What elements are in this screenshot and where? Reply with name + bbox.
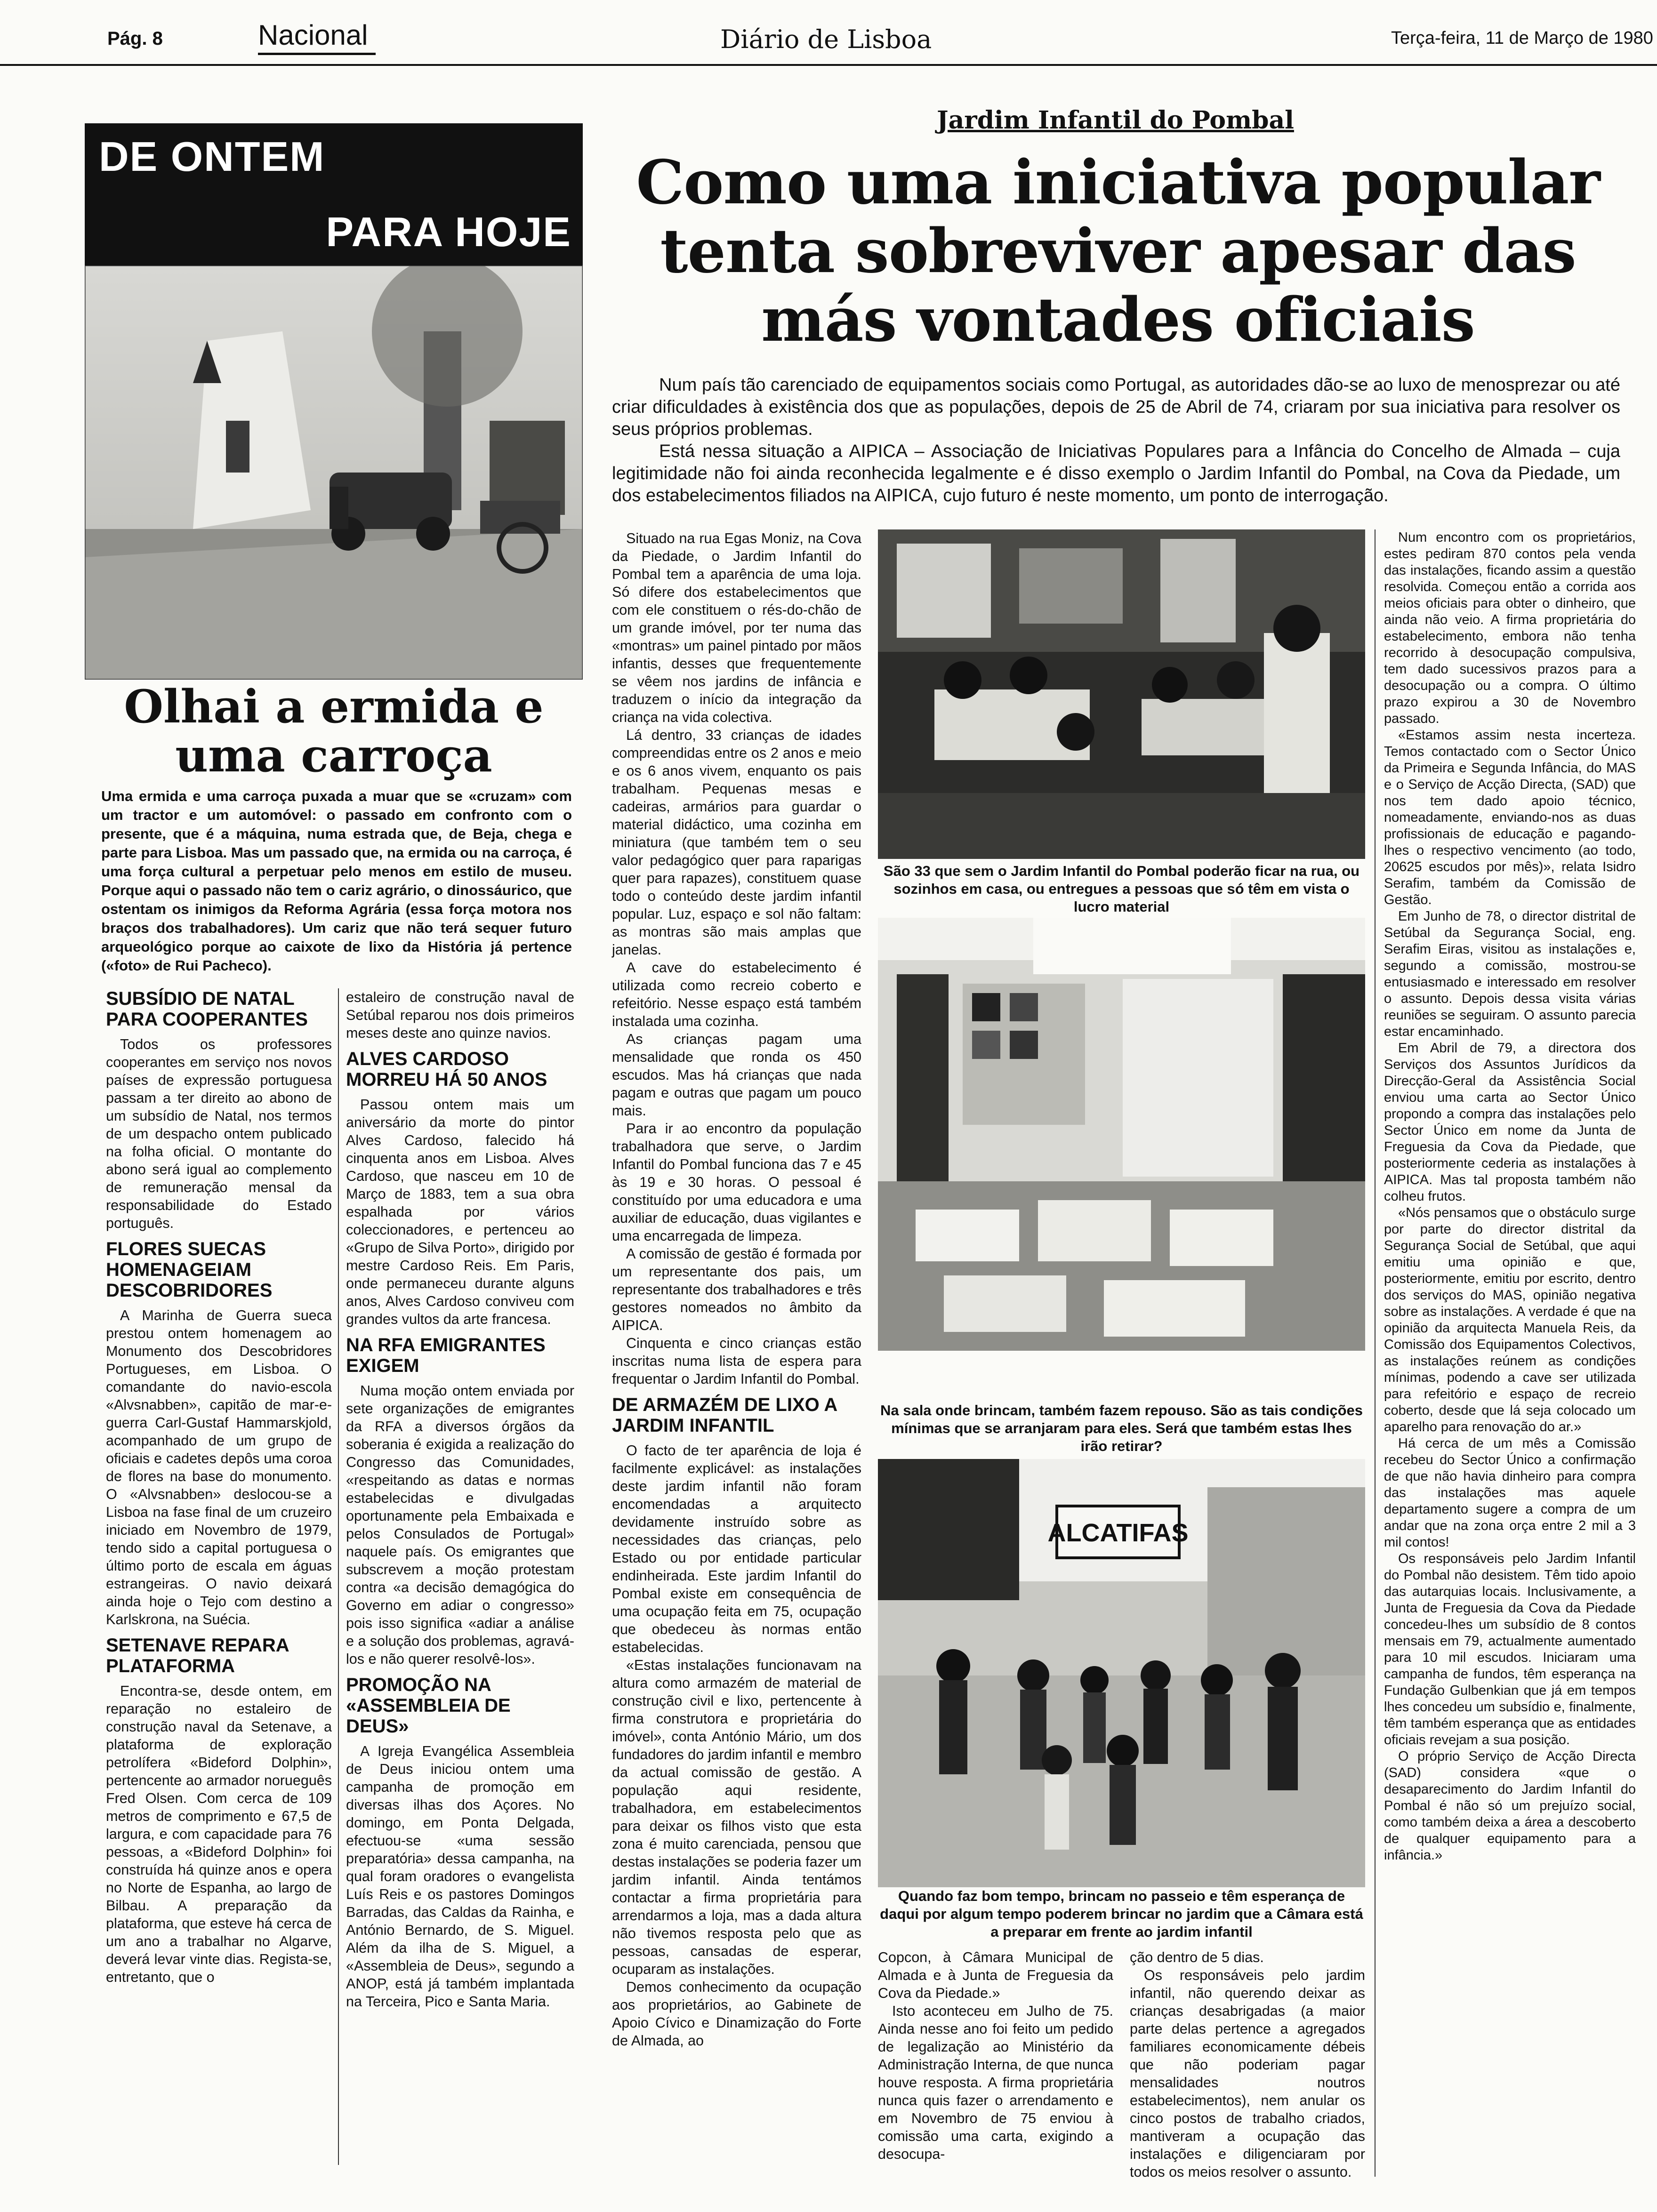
masthead bbox=[0, 0, 1657, 66]
issue-date: Terça-feira, 11 de Março de 1980 bbox=[1391, 28, 1653, 48]
paragraph: Isto aconteceu em Julho de 75. Ainda nesse ano foi feito um pedido de legalização ao Ministério da Administração Interna, de que nunca houve resposta. A firma proprietária nunca quis fazer o arrendamento e em Novembro de 75 enviou à comissão uma carta, exigindo a desocupa- bbox=[878, 2003, 1113, 2162]
paragraph: «Estas instalações funcionavam na altura como armazém de material de construção civil e lixo, pertencente à firma construtora e proprietária do imóvel», conta António Mário, um dos fundadores do jardim infantil e membro da actual comissão de gestão. A população aqui residente, trabalhadora, em estabelecimentos para deixar os filhos visto que esta zona é muito carenciada, pensou que destas instalações se poderia fazer um jardim infantil. Ainda tentámos contactar a firma proprietária para arrendarmos a loja, mas a dada altura não tivemos resposta pelo que as pessoas, cansadas de esperar, ocuparam as instalações. bbox=[612, 1657, 861, 1977]
sidebar-column-1 bbox=[106, 988, 332, 1986]
text-setenave-cont: estaleiro de construção naval de Setúbal reparou nos dois primeiros meses deste ano quinze navios. bbox=[346, 989, 574, 1041]
article-intro bbox=[612, 374, 1620, 507]
paragraph: A cave do estabelecimento é utilizada como recreio coberto e refeitório. Nesse espaço está também instalada uma cozinha. bbox=[612, 960, 861, 1029]
photo-children-sidewalk bbox=[878, 1459, 1365, 1887]
banner-line-2: PARA HOJE bbox=[326, 208, 571, 255]
paragraph: Copcon, à Câmara Municipal de Almada e à Junta de Freguesia da Cova da Piedade.» bbox=[878, 1949, 1113, 2001]
article-column-b1 bbox=[878, 1948, 1113, 2163]
headline-assembleia: PROMOÇÃO NA «ASSEMBLEIA DE DEUS» bbox=[346, 1675, 511, 1737]
paragraph: Para ir ao encontro da população trabalhadora que serve, o Jardim Infantil do Pombal funciona das 7 e 45 às 19 e 30 horas. O pessoal é constituído por uma educadora e uma auxiliar de educação, duas vigilantes e uma encarregada de limpeza. bbox=[612, 1121, 861, 1244]
photo-classroom-tables bbox=[878, 529, 1365, 859]
article-column-a bbox=[612, 529, 861, 2050]
column-rule bbox=[338, 988, 339, 2165]
paragraph: Situado na rua Egas Moniz, na Cova da Piedade, o Jardim Infantil do Pombal tem a aparência de uma loja. Só difere dos estabelecimentos que com ele constituem o rés-do-chão de um grande imóvel, por ter numa das «montras» um painel pintado por mãos infantis, desses que frequentemente se vêem nos jardins de infância e traduzem o início da integração da criança na vida colectiva. bbox=[612, 530, 861, 725]
article-headline: Como uma iniciativa popular tenta sobreviver apesar das más vontades oficiais bbox=[636, 147, 1600, 355]
headline-flores: FLORES SUECAS HOMENAGEIAM DESCOBRIDORES bbox=[106, 1239, 273, 1301]
text-rfa: Numa moção ontem enviada por sete organizações de emigrantes da RFA a diversos órgãos da soberania é exigida a realização do Congresso das Comunidades, «respeitando as datas e normas estabelecidas e divulgadas oportunamente pela Embaixada e pelos Consulados de Portugal» naquele país. Os emigrantes que subscrevem a moção protestam contra «a decisão demagógica do Governo em adiar o congresso» pois isso significa «adiar a análise e a solução dos problemas, agravá-los e não querer resolvê-los». bbox=[346, 1383, 574, 1667]
paragraph: ção dentro de 5 dias. bbox=[1130, 1949, 1264, 1965]
paragraph: «Nós pensamos que o obstáculo surge por parte do director distrital da Segurança Social de Setúbal, que aqui emitiu uma opinião e que, posteriormente, emitiu por escrito, dentro dos serviços do MAS, opinião negativa sobre as instalações. A verdade é que na opinião da arquitecta Manuela Reis, da Comissão dos Equipamentos Colectivos, as instalações reúnem as condições mínimas, podendo a cave ser utilizada para refeitório e espaço de recreio coberto, desde que lá seja colocado um aparelho para renovação do ar.» bbox=[1384, 1205, 1636, 1435]
photo-caption-2: Na sala onde brincam, também fazem repouso. São as tais condições mínimas que se arranjaram para eles. Será que também estas lhes irão retirar? bbox=[880, 1402, 1363, 1454]
sidebar-banner bbox=[85, 123, 583, 265]
headline-alves-cardoso: ALVES CARDOSO MORREU HÁ 50 ANOS bbox=[346, 1049, 547, 1090]
shop-sign-text: ALCATIFAS bbox=[1047, 1519, 1189, 1547]
headline-setenave: SETENAVE REPARA PLATAFORMA bbox=[106, 1635, 289, 1676]
paragraph: Em Abril de 79, a directora dos Serviços dos Assuntos Jurídicos da Direcção-Geral da Assistência Social enviou uma carta ao Sector Único propondo a compra das instalações pelo Sector Único em nome da Junta de Freguesia da Cova da Piedade, que posteriormente cederia as instalações à AIPICA. Mas tal proposta também não colheu frutos. bbox=[1384, 1041, 1636, 1204]
paragraph: Cinquenta e cinco crianças estão inscritas numa lista de espera para frequentar o Jardim Infantil do Pombal. bbox=[612, 1335, 861, 1387]
text-setenave: Encontra-se, desde ontem, em reparação no estaleiro de construção naval da Setenave, a plataforma de exploração petrolífera «Bideford Dolphin», pertencente ao armador norueguês Fred Olsen. Com cerca de 109 metros de comprimento e 67,5 de largura, e com capacidade para 76 pessoas, a «Bideford Dolphin» foi construída há quinze anos e opera no Norte de Espanha, ao largo de Bilbau. A preparação da plataforma, que esteve há cerca de um ano a trabalhar no Algarve, deverá levar vinte dias. Regista-se, entretanto, que o bbox=[106, 1683, 332, 1985]
paragraph: Lá dentro, 33 crianças de idades compreendidas entre os 2 anos e meio e os 6 anos vivem, enquanto os pais trabalham. Pequenas mesas e cadeiras, armários para guardar o material didáctico, uma cozinha em miniatura (que também tem o seu valor pedagógico quer para raparigas quer para rapazes), constituem quase todo o conteúdo deste jardim infantil popular. Luz, espaço e sol não faltam: as montras são mais amplas que janelas. bbox=[612, 727, 861, 958]
headline-subsidio: SUBSÍDIO DE NATAL PARA COOPERANTES bbox=[106, 988, 308, 1030]
section-name: Nacional bbox=[258, 19, 368, 51]
banner-line-1: DE ONTEM bbox=[99, 133, 325, 180]
sidebar-column-2 bbox=[346, 988, 574, 2011]
paragraph: Num encontro com os proprietários, estes pediram 870 contos pela venda das instalações, ficando assim a questão resolvida. Começou então a corrida aos meios oficiais para obter o dinheiro, que ainda não veio. A firma proprietária do estabelecimento, embora não tenha recorrido à desocupação compulsiva, tem dado sucessivos prazos para a desocupação ou a compra. O último prazo expirou a 30 de Novembro passado. bbox=[1384, 530, 1636, 726]
text-assembleia: A Igreja Evangélica Assembleia de Deus iniciou ontem uma campanha de promoção em diversas ilhas dos Açores. No domingo, em Ponta Delgada, efectuou-se «uma sessão preparatória» dessa campanha, na qual foram oradores o evangelista Luís Reis e os pastores Domingos Barradas, das Caldas da Rainha, e António Bernardo, de S. Miguel. Além da ilha de S. Miguel, a «Assembleia de Deus», segundo a ANOP, está já também implantada na Terceira, Pico e Santa Maria. bbox=[346, 1743, 574, 2010]
article-kicker: Jardim Infantil do Pombal bbox=[937, 106, 1294, 135]
paragraph: Os responsáveis pelo jardim infantil, não querendo deixar as crianças desabrigadas (a maior parte delas pertence a agregados familiares economicamente débeis que não poderiam pagar mensalidades noutros estabelecimentos), nem anular os cinco postos de trabalho criados, mantiveram a ocupação das instalações e diligenciaram por todos os meios resolver o assunto. bbox=[1130, 1967, 1365, 2180]
article-column-b2 bbox=[1130, 1948, 1365, 2181]
page-number: Pág. 8 bbox=[107, 28, 163, 49]
paragraph: «Estamos assim nesta incerteza. Temos contactado com o Sector Único da Primeira e Segunda Infância, do MAS e o Serviço de Acção Directa, (SAD) que nos tem dado apoio técnico, nomeadamente, enviando-nos as duas profissionais de educação e pagando-lhes o respectivo vencimento (ao todo, 20625 escudos por mês)», relata Isidro Serafim, também da Comissão de Gestão. bbox=[1384, 728, 1636, 907]
newspaper-name: Diário de Lisboa bbox=[720, 24, 932, 54]
text-alves-cardoso: Passou ontem mais um aniversário da morte do pintor Alves Cardoso, falecido há cinquenta anos em Lisboa. Alves Cardoso, que nasceu em 10 de Março de 1883, tem a sua obra espalhada por vários coleccionadores, e pertenceu ao «Grupo de Silva Porto», dirigido por mestre Cardoso Reis. Em Paris, onde permaneceu durante alguns anos, Alves Cardoso conviveu com grandes vultos da arte francesa. bbox=[346, 1097, 574, 1327]
text-flores: A Marinha de Guerra sueca prestou ontem homenagem ao Monumento dos Descobridores Portugueses, em Lisboa. O comandante do navio-escola «Alvsnabben», capitão de mar-e-guerra Carl-Gustaf Hammarskjold, acompanhado de um grupo de oficiais e cadetes depôs uma coroa de flores na base do monumento. O «Alvsnabben» deslocou-se a Lisboa na fase final de um cruzeiro iniciado em Novembro de 1979, tendo sido a capital portuguesa o último porto de escala em águas estrangeiras. O navio deixará ainda hoje o Tejo com destino a Karlskrona, na Suécia. bbox=[106, 1307, 332, 1627]
paragraph: Os responsáveis pelo Jardim Infantil do Pombal não desistem. Têm tido apoio das autarquias locais. Inclusivamente, a Junta de Freguesia da Cova da Piedade concedeu-lhes um subsídio de 8 contos mensais em 79, actualmente aumentado para 10 mil escudos. Iniciaram uma campanha de fundos, têm esperança na Fundação Gulbenkian que já em tempos lhes concedeu um subsídio e, finalmente, têm também esperança que as entidades oficiais revejam a sua posição. bbox=[1384, 1551, 1636, 1747]
paragraph: Demos conhecimento da ocupação aos proprietários, ao Gabinete de Apoio Cívico e Dinamização do Forte de Almada, ao bbox=[612, 1979, 861, 2049]
photo-caption-3: Quando faz bom tempo, brincam no passeio e têm esperança de daqui por algum tempo poderem brincar no jardim que a Câmara está a preparar em frente ao jardim infantil bbox=[880, 1888, 1363, 1940]
sidebar-photo-title: Olhai a ermida e uma carroça bbox=[124, 680, 544, 782]
intro-paragraph-2: Está nessa situação a AIPICA – Associação de Iniciativas Populares para a Infância do Concelho de Almada – cuja legitimidade não foi ainda reconhecida legalmente e é disso exemplo o Jardim Infantil do Pombal, na Cova da Piedade, um dos estabelecimentos filiados na AIPICA, cujo futuro é neste momento, um ponto de interrogação. bbox=[612, 441, 1620, 505]
photo-sleeping-room bbox=[878, 918, 1365, 1351]
paragraph: A comissão de gestão é formada por um representante dos pais, um representante dos trabalhadores e três gestores nomeados no âmbito da AIPICA. bbox=[612, 1246, 861, 1333]
subheading-armazem: DE ARMAZÉM DE LIXO A JARDIM INFANTIL bbox=[612, 1395, 837, 1436]
section-underline bbox=[258, 53, 376, 55]
paragraph: As crianças pagam uma mensalidade que ronda os 450 escudos. Mas há crianças que nada pagam e outras que pagam um pouco mais. bbox=[612, 1031, 861, 1119]
paragraph: O próprio Serviço de Acção Directa (SAD) considera «que o desaparecimento do Jardim Infantil do Pombal é não só um prejuízo social, como também deixa a área a descoberto de qualquer equipamento para a infância.» bbox=[1384, 1749, 1636, 1863]
paragraph: O facto de ter aparência de loja é facilmente explicável: as instalações deste jardim infantil não foram encomendadas a arquitecto devidamente instruído sobre as necessidades das crianças, pelo Estado ou por entidade particular endinheirada. Este jardim Infantil do Pombal existe em consequência de uma ocupação feita em 75, ocupação que obedeceu às normas então estabelecidas. bbox=[612, 1443, 861, 1655]
text-subsidio: Todos os professores cooperantes em serviço nos novos países de expressão portuguesa passam a ter direito ao abono de um subsídio de Natal, nos termos de um despacho ontem publicado na folha oficial. O montante do abono será igual ao complemento de remuneração mensal da responsabilidade do Estado português. bbox=[106, 1036, 332, 1231]
headline-rfa: NA RFA EMIGRANTES EXIGEM bbox=[346, 1335, 546, 1376]
paragraph: Há cerca de um mês a Comissão recebeu do Sector Único a confirmação de que não havia dinheiro para compra das instalações mas aquele departamento sugere a compra de um andar que na zona orça entre 2 mil a 3 mil contos! bbox=[1384, 1436, 1636, 1550]
article-column-c bbox=[1384, 529, 1636, 1864]
paragraph: Em Junho de 78, o director distrital de Setúbal da Segurança Social, eng. Serafim Eiras, visitou as instalações e, segundo a comissão, mostrou-se entusiasmado e interessado em resolver o assunto. Depois dessa visita várias reuniões se seguiram. O assunto parecia estar encaminhado. bbox=[1384, 909, 1636, 1039]
sidebar-photo-text: Uma ermida e uma carroça puxada a muar que se «cruzam» com um tractor e um automóvel: o passado em confronto com o presente, que é a máquina, numa estrada que, de Beja, chega e parte para Lisboa. Mas um passado que, na ermida ou na carroça, é uma força cultural a perpetuar pelo menos em estilo de museu. Porque aqui o passado não tem o cariz agrário, o dinossáurico, que ostentam os inimigos da Reforma Agrária (essa força motora nos braços dos trabalhadores). Um cariz que não terá sequer futuro arqueológico porque ao caixote de lixo da História já pertence («foto» de Rui Pacheco). bbox=[101, 788, 572, 974]
photo-caption-1: São 33 que sem o Jardim Infantil do Pombal poderão ficar na rua, ou sozinhos em casa, ou entregues a pessoas que só têm em vista o lucro material bbox=[883, 863, 1360, 915]
intro-paragraph-1: Num país tão carenciado de equipamentos sociais como Portugal, as autoridades dão-se ao luxo de menosprezar ou até criar dificuldades à existência dos que as populações, depois de 25 de Abril de 74, criaram por sua iniciativa para resolver os seus próprios problemas. bbox=[612, 375, 1620, 439]
photo-ermida-carroca bbox=[85, 265, 583, 680]
